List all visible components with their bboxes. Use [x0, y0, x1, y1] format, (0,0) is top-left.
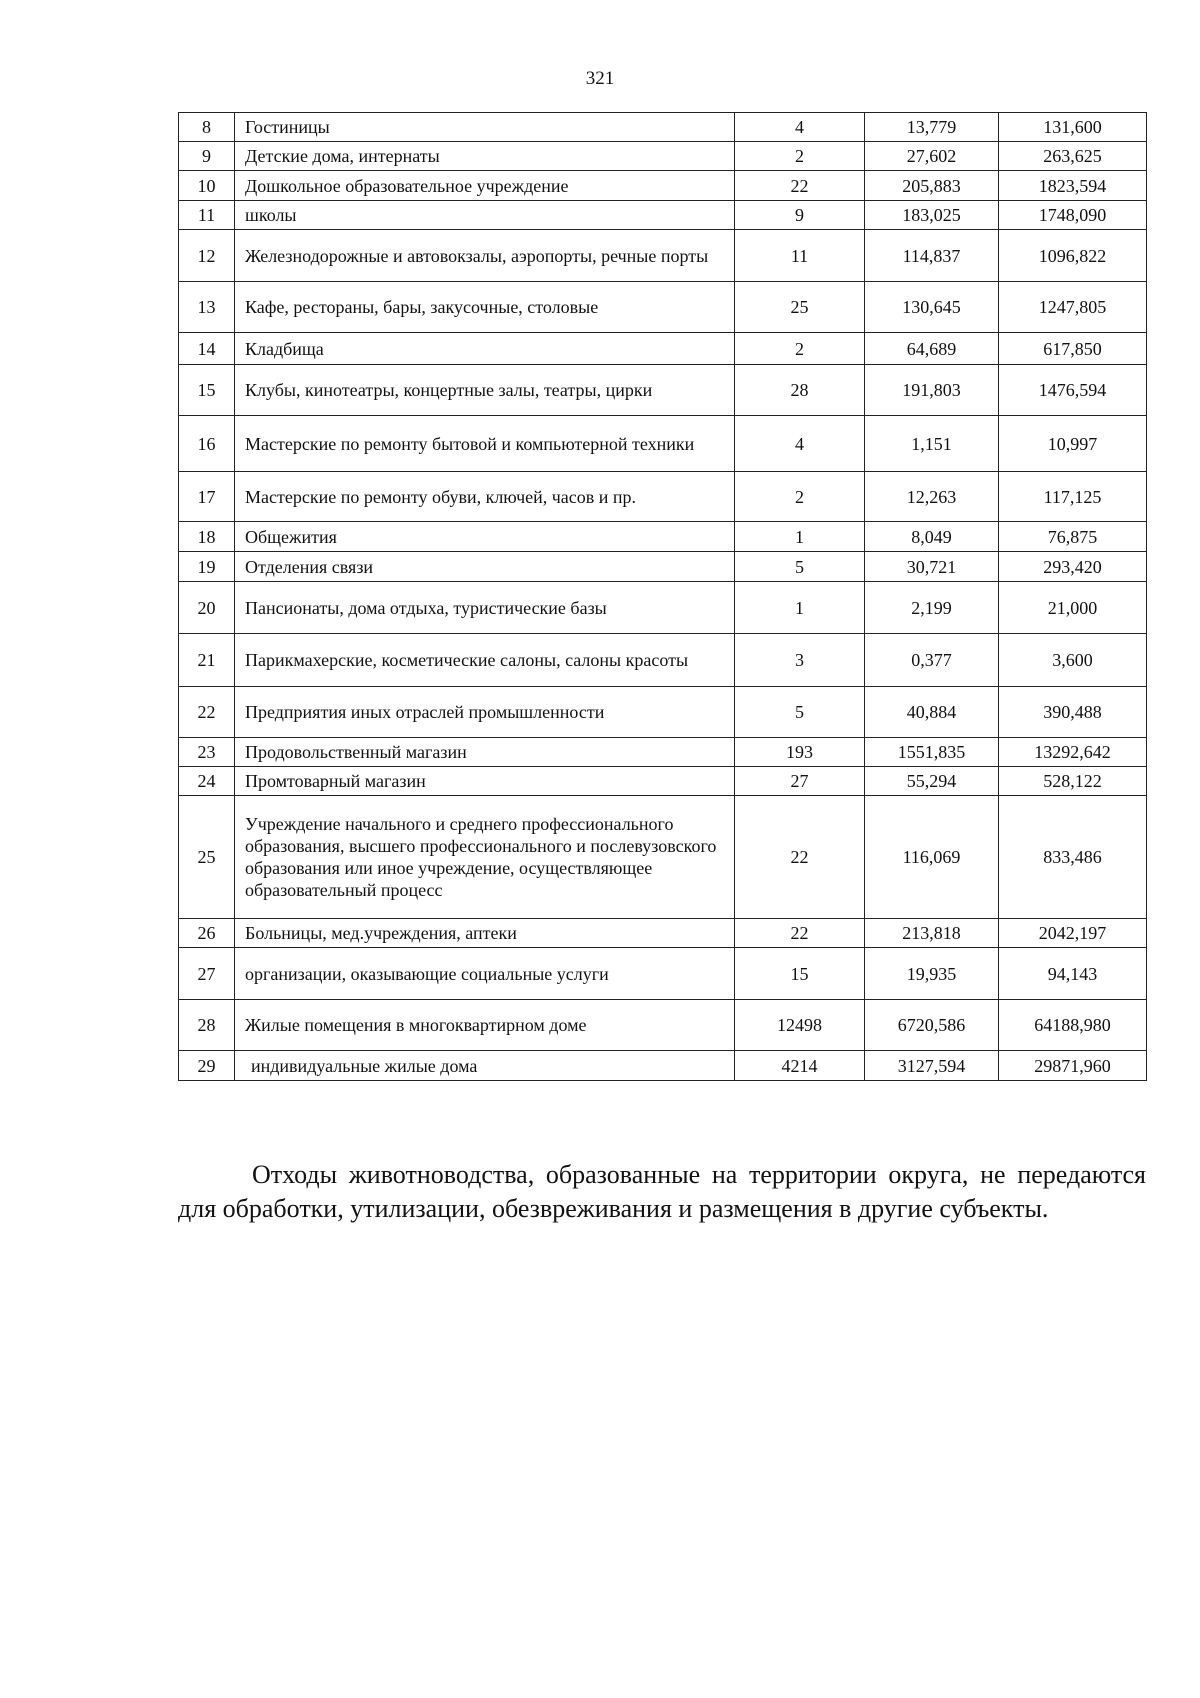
- value-1: 64,689: [865, 333, 999, 365]
- value-2: 3,600: [999, 634, 1147, 687]
- object-count: 22: [735, 796, 865, 919]
- row-number: 24: [179, 767, 235, 796]
- object-count: 1: [735, 582, 865, 634]
- table-row: [179, 1000, 1147, 1051]
- object-count: 2: [735, 472, 865, 522]
- object-count: 9: [735, 201, 865, 230]
- value-2: 293,420: [999, 552, 1147, 582]
- row-number: 22: [179, 687, 235, 738]
- object-count: 15: [735, 948, 865, 1000]
- table-row: [179, 767, 1147, 796]
- value-1: 40,884: [865, 687, 999, 738]
- object-name: Гостиницы: [235, 113, 735, 142]
- value-2: 94,143: [999, 948, 1147, 1000]
- row-number: 21: [179, 634, 235, 687]
- value-2: 29871,960: [999, 1051, 1147, 1081]
- object-count: 193: [735, 738, 865, 767]
- value-1: 30,721: [865, 552, 999, 582]
- object-name: Дошкольное образовательное учреждение: [235, 171, 735, 201]
- table-row: [179, 171, 1147, 201]
- object-name: Жилые помещения в многоквартирном доме: [235, 1000, 735, 1051]
- row-number: 19: [179, 552, 235, 582]
- table-row: [179, 919, 1147, 948]
- value-2: 1476,594: [999, 365, 1147, 416]
- table-row: [179, 142, 1147, 171]
- object-name: Больницы, мед.учреждения, аптеки: [235, 919, 735, 948]
- object-name: Промтоварный магазин: [235, 767, 735, 796]
- object-name: Общежития: [235, 522, 735, 552]
- value-2: 10,997: [999, 416, 1147, 472]
- table-row: [179, 552, 1147, 582]
- row-number: 16: [179, 416, 235, 472]
- object-name: Мастерские по ремонту обуви, ключей, часов и пр.: [235, 472, 735, 522]
- object-name: Парикмахерские, косметические салоны, салоны красоты: [235, 634, 735, 687]
- value-2: 21,000: [999, 582, 1147, 634]
- value-2: 390,488: [999, 687, 1147, 738]
- object-count: 4214: [735, 1051, 865, 1081]
- object-name: Мастерские по ремонту бытовой и компьютерной техники: [235, 416, 735, 472]
- row-number: 25: [179, 796, 235, 919]
- value-1: 19,935: [865, 948, 999, 1000]
- row-number: 15: [179, 365, 235, 416]
- value-1: 55,294: [865, 767, 999, 796]
- object-name: индивидуальные жилые дома: [235, 1051, 735, 1081]
- value-2: 117,125: [999, 472, 1147, 522]
- object-count: 2: [735, 333, 865, 365]
- object-count: 4: [735, 416, 865, 472]
- value-1: 27,602: [865, 142, 999, 171]
- table-row: [179, 796, 1147, 919]
- value-2: 76,875: [999, 522, 1147, 552]
- table-row: [179, 948, 1147, 1000]
- object-name: школы: [235, 201, 735, 230]
- row-number: 29: [179, 1051, 235, 1081]
- value-1: 8,049: [865, 522, 999, 552]
- table-row: [179, 634, 1147, 687]
- table-row: [179, 282, 1147, 333]
- value-2: 263,625: [999, 142, 1147, 171]
- value-1: 13,779: [865, 113, 999, 142]
- row-number: 27: [179, 948, 235, 1000]
- value-1: 0,377: [865, 634, 999, 687]
- row-number: 17: [179, 472, 235, 522]
- value-2: 64188,980: [999, 1000, 1147, 1051]
- waste-table: [178, 112, 1147, 1081]
- page-number: 321: [585, 68, 615, 89]
- object-count: 27: [735, 767, 865, 796]
- object-name: Продовольственный магазин: [235, 738, 735, 767]
- value-2: 131,600: [999, 113, 1147, 142]
- object-count: 28: [735, 365, 865, 416]
- object-name: Детские дома, интернаты: [235, 142, 735, 171]
- object-count: 2: [735, 142, 865, 171]
- value-1: 191,803: [865, 365, 999, 416]
- table-row: [179, 1051, 1147, 1081]
- object-count: 3: [735, 634, 865, 687]
- object-count: 1: [735, 522, 865, 552]
- value-2: 1247,805: [999, 282, 1147, 333]
- row-number: 26: [179, 919, 235, 948]
- value-1: 116,069: [865, 796, 999, 919]
- object-name: организации, оказывающие социальные услуги: [235, 948, 735, 1000]
- row-number: 9: [179, 142, 235, 171]
- object-count: 22: [735, 919, 865, 948]
- value-1: 2,199: [865, 582, 999, 634]
- object-name: Клубы, кинотеатры, концертные залы, театры, цирки: [235, 365, 735, 416]
- value-2: 528,122: [999, 767, 1147, 796]
- row-number: 12: [179, 230, 235, 282]
- value-2: 13292,642: [999, 738, 1147, 767]
- value-2: 1823,594: [999, 171, 1147, 201]
- row-number: 20: [179, 582, 235, 634]
- value-1: 6720,586: [865, 1000, 999, 1051]
- row-number: 10: [179, 171, 235, 201]
- object-count: 25: [735, 282, 865, 333]
- object-name: Железнодорожные и автовокзалы, аэропорты, речные порты: [235, 230, 735, 282]
- object-name: Пансионаты, дома отдыха, туристические базы: [235, 582, 735, 634]
- value-1: 1551,835: [865, 738, 999, 767]
- table-row: [179, 687, 1147, 738]
- table-row: [179, 333, 1147, 365]
- value-2: 617,850: [999, 333, 1147, 365]
- value-1: 12,263: [865, 472, 999, 522]
- row-number: 28: [179, 1000, 235, 1051]
- object-name: Отделения связи: [235, 552, 735, 582]
- object-name: Предприятия иных отраслей промышленности: [235, 687, 735, 738]
- table-row: [179, 738, 1147, 767]
- table-row: [179, 416, 1147, 472]
- value-1: 114,837: [865, 230, 999, 282]
- object-count: 5: [735, 552, 865, 582]
- value-1: 3127,594: [865, 1051, 999, 1081]
- table-row: [179, 522, 1147, 552]
- object-count: 4: [735, 113, 865, 142]
- object-name: Учреждение начального и среднего профессионального образования, высшего профессионального и послевузовского образования или иное учреждение, осуществляющее образовательный процесс: [235, 796, 735, 919]
- table-row: [179, 365, 1147, 416]
- value-2: 1748,090: [999, 201, 1147, 230]
- row-number: 8: [179, 113, 235, 142]
- table-row: [179, 472, 1147, 522]
- table-row: [179, 582, 1147, 634]
- value-2: 2042,197: [999, 919, 1147, 948]
- row-number: 23: [179, 738, 235, 767]
- value-1: 130,645: [865, 282, 999, 333]
- object-count: 5: [735, 687, 865, 738]
- object-count: 22: [735, 171, 865, 201]
- object-name: Кафе, рестораны, бары, закусочные, столовые: [235, 282, 735, 333]
- object-count: 12498: [735, 1000, 865, 1051]
- value-1: 1,151: [865, 416, 999, 472]
- value-1: 183,025: [865, 201, 999, 230]
- table-row: [179, 230, 1147, 282]
- value-2: 833,486: [999, 796, 1147, 919]
- closing-paragraph: Отходы животноводства, образованные на территории округа, не передаются для обработки, утилизации, обезвреживания и размещения в другие субъекты.: [178, 1160, 1146, 1223]
- value-2: 1096,822: [999, 230, 1147, 282]
- value-1: 205,883: [865, 171, 999, 201]
- row-number: 18: [179, 522, 235, 552]
- table-row: [179, 201, 1147, 230]
- object-name: Кладбища: [235, 333, 735, 365]
- row-number: 13: [179, 282, 235, 333]
- value-1: 213,818: [865, 919, 999, 948]
- row-number: 11: [179, 201, 235, 230]
- row-number: 14: [179, 333, 235, 365]
- table-row: [179, 113, 1147, 142]
- object-count: 11: [735, 230, 865, 282]
